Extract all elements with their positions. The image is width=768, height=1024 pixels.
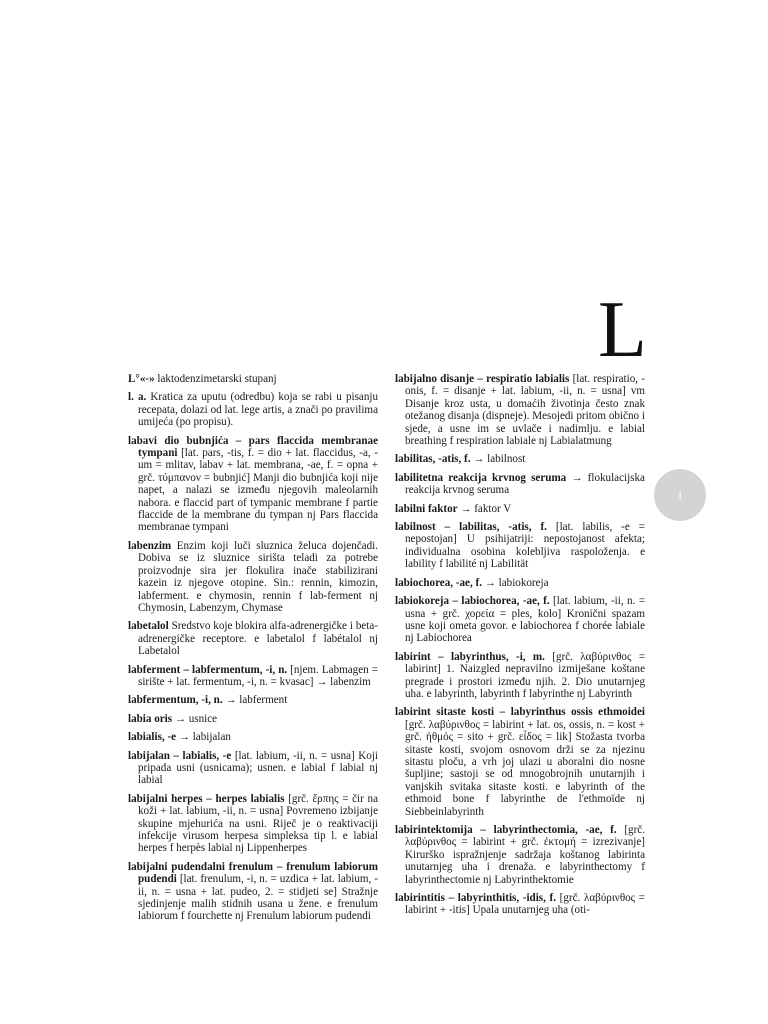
entry-headword: L°«-»: [128, 373, 155, 385]
entry-definition: Sredstvo koje blokira alfa-adrenergičke i beta-adrenergičke receptore. e labetalol f labétalol nj Labetalol: [138, 620, 378, 658]
dictionary-entry: [128, 620, 378, 657]
entry-definition: [grč. λαβύρινθος = labirint] 1. Naizgled nepravilno izmiješane koštane pregrade i prostori između njih. 2. Dio unutarnjeg uha. e labyrinth, labyrinth f labyrinthe nj Labyrinth: [405, 650, 645, 700]
entry-headword: labirint sitaste kosti – labyrinthus ossis ethmoidei: [395, 706, 645, 719]
entry-headword: labijalni pudendalni frenulum – frenulum labiorum pudendi: [128, 860, 378, 886]
entry-definition: → labijalan: [176, 731, 231, 744]
entry-definition: → labferment: [222, 694, 288, 707]
dictionary-entry: [128, 750, 378, 787]
section-letter: L: [598, 286, 647, 374]
entry-definition: [grč. λαβύρινθος = labirint + grč. ἐκτομή = izrezivanje] Kirurško ispražnjenje sadržaja koštanog labirinta unutarnjeg uha i drenaža. e labyrinthectomy f labyrinthectomie nj Labyrinthektomie: [405, 824, 645, 886]
entry-definition: [lat. pars, -tis, f. = dio + lat. flaccidus, -a, -um = mlitav, labav + lat. membrana, -ae, f. = opna + grč. τύμπανον = bubnjić] Manji dio bubnjića koji nije napet, a nalazi se između njegovih maleolarnih nabora. e flaccid part of tympanic membrane f partie flaccide de la membrane du tympan nj Pars flaccida membranae tympani: [138, 447, 378, 534]
dictionary-entry: [128, 793, 378, 855]
entry-definition: [lat. respiratio, -onis, f. = disanje + lat. labium, -ii, n. = usna] vm Disanje kroz usta, u domaćih životinja često znak otežanog disanja (dispneje). Mesojedi pritom obično i sjede, a usne im se uvlače i nadimlju. e labial breathing f respiration labiale nj Labialatmung: [405, 373, 645, 448]
entry-headword: labirint – labyrinthus, -i, m.: [395, 650, 545, 663]
entry-definition: → labiokoreja: [482, 576, 549, 589]
dictionary-entry: [395, 453, 645, 465]
dictionary-entry: [128, 713, 378, 725]
entry-definition: Enzim koji luči sluznica želuca dojenčadi. Dobiva se iz sluznice sirišta teladi za potrebe proizvodnje sira jer flokulira inače stabilizirani kazein iz njegove otopine. Sin.: rennin, kimozin, labferment. e chymosin, rennin f lab-ferment nj Chymosin, Labenzym, Chymase: [138, 539, 378, 614]
dictionary-entry: [128, 694, 378, 706]
entry-definition: → labilnost: [470, 453, 526, 466]
entry-headword: labilitetna reakcija krvnog seruma: [395, 471, 567, 484]
dictionary-entry: [395, 824, 645, 886]
entry-definition: → faktor V: [457, 502, 512, 515]
entry-headword: labirintektomija – labyrinthectomia, -ae, f.: [395, 824, 617, 836]
entry-headword: labetalol: [128, 620, 169, 633]
dictionary-entry: [395, 651, 645, 701]
entry-headword: labirintitis – labyrinthitis, -idis, f.: [395, 892, 557, 905]
entry-headword: labijalni herpes – herpes labialis: [128, 792, 285, 805]
entry-headword: labijalno disanje – respiratio labialis: [395, 373, 570, 385]
entry-definition: → flokulacijska reakcija krvnog seruma: [405, 471, 645, 497]
entry-headword: labfermentum, -i, n.: [128, 694, 223, 707]
entry-definition: Kratica za uputu (odredbu) koja se rabi u pisanju recepata, dolazi od lat. lege artis, a znači po pravilima umijeća (po propisu).: [138, 391, 378, 429]
entry-headword: labilnost – labilitas, -atis, f.: [395, 521, 547, 534]
entry-headword: l. a.: [128, 391, 147, 404]
entry-definition: [njem. Labmagen = sirište + lat. fermentum, -i, n. = kvasac] → labenzim: [138, 663, 378, 688]
right-column: [395, 373, 645, 923]
dictionary-entry: [128, 664, 378, 689]
entry-headword: labenzim: [128, 539, 172, 552]
dictionary-entry: [128, 391, 378, 428]
dictionary-entry: [395, 706, 645, 818]
entry-definition: [lat. labium, -ii, n. = usna] Koji pripada usni (usnicama); usnen. e labial f labial nj labial: [138, 749, 378, 787]
dictionary-entry: [395, 595, 645, 645]
dictionary-entry: [395, 892, 645, 917]
left-column: [128, 373, 378, 929]
entry-definition: [grč. λαβύρινθος = labirint + -itis] Upala unutarnjeg uha (oti-: [405, 892, 645, 917]
entry-headword: labilni faktor: [395, 502, 458, 515]
entry-definition: [lat. labium, -ii, n. = usna + grč. χορεία = ples, kolo] Kronični spazam usne koji ometa govor. e labiochorea f chorée labiale nj Labiochorea: [405, 595, 645, 645]
entry-definition: [grč. λαβύρινθος = labirint + lat. os, ossis, n. = kost + grč. ἠθμός = sito + grč. εἶδος = lik] Stožasta tvorba sitaste kosti, svojom osnovom drži se za njezinu sitastu ploču, a vrh joj ulazi u aboralni dio nosne šupljine; sastoji se od mnogobrojnih unutarnjih i vanjskih svitaka sitaste kosti. e labyrinth of the ethmoid bone f labyrinthe de l'ethmoïde nj Siebbeinlabyrinth: [405, 718, 645, 818]
entry-headword: labavi dio bubnjića – pars flaccida membranae tympani: [128, 434, 378, 460]
entry-definition: laktodenzimetarski stupanj: [154, 373, 277, 385]
dictionary-entry: [395, 503, 645, 515]
entry-definition: → usnice: [172, 712, 218, 725]
page-tab-number: 1: [654, 469, 706, 521]
dictionary-entry: [128, 731, 378, 743]
dictionary-entry: [395, 472, 645, 497]
entry-headword: labijalan – labialis, -e: [128, 749, 232, 762]
entry-headword: labilitas, -atis, f.: [395, 453, 471, 466]
entry-definition: [grč. ἕρπης = čir na koži + lat. labium, -ii, n. = usna] Povremeno izbijanje skupine mjehurića na usni. Riječ je o reaktivaciji infekcije virusom herpesa simpleksa tip l. e labial herpes f herpès labial nj Lippenherpes: [138, 792, 378, 855]
entry-headword: labialis, -e: [128, 731, 177, 744]
dictionary-entry: [395, 577, 645, 589]
entry-definition: [lat. frenulum, -i, n. = uzdica + lat. labium, -ii, n. = usna + lat. pudeo, 2. = stidjeti se] Stražnje sjedinjenje malih stidnih usana u žene. e frenulum labiorum f fourchette nj Frenulum labiorum pudendi: [138, 873, 378, 923]
entry-definition: [lat. labilis, -e = nepostojan] U psihijatriji: nepostojanost afekta; individualna osobina kolebljiva raspoloženja. e lability f labilité nj Labilität: [405, 521, 645, 571]
entry-headword: labferment – labfermentum, -i, n.: [128, 663, 288, 676]
entry-headword: labia oris: [128, 712, 173, 725]
dictionary-entry: [395, 373, 645, 447]
dictionary-entry: [128, 435, 378, 534]
entry-headword: labiochorea, -ae, f.: [395, 576, 482, 589]
entry-headword: labiokoreja – labiochorea, -ae, f.: [395, 595, 550, 608]
dictionary-entry: [128, 540, 378, 614]
dictionary-entry: [395, 521, 645, 571]
dictionary-entry: [128, 861, 378, 923]
dictionary-entry: [128, 373, 378, 385]
